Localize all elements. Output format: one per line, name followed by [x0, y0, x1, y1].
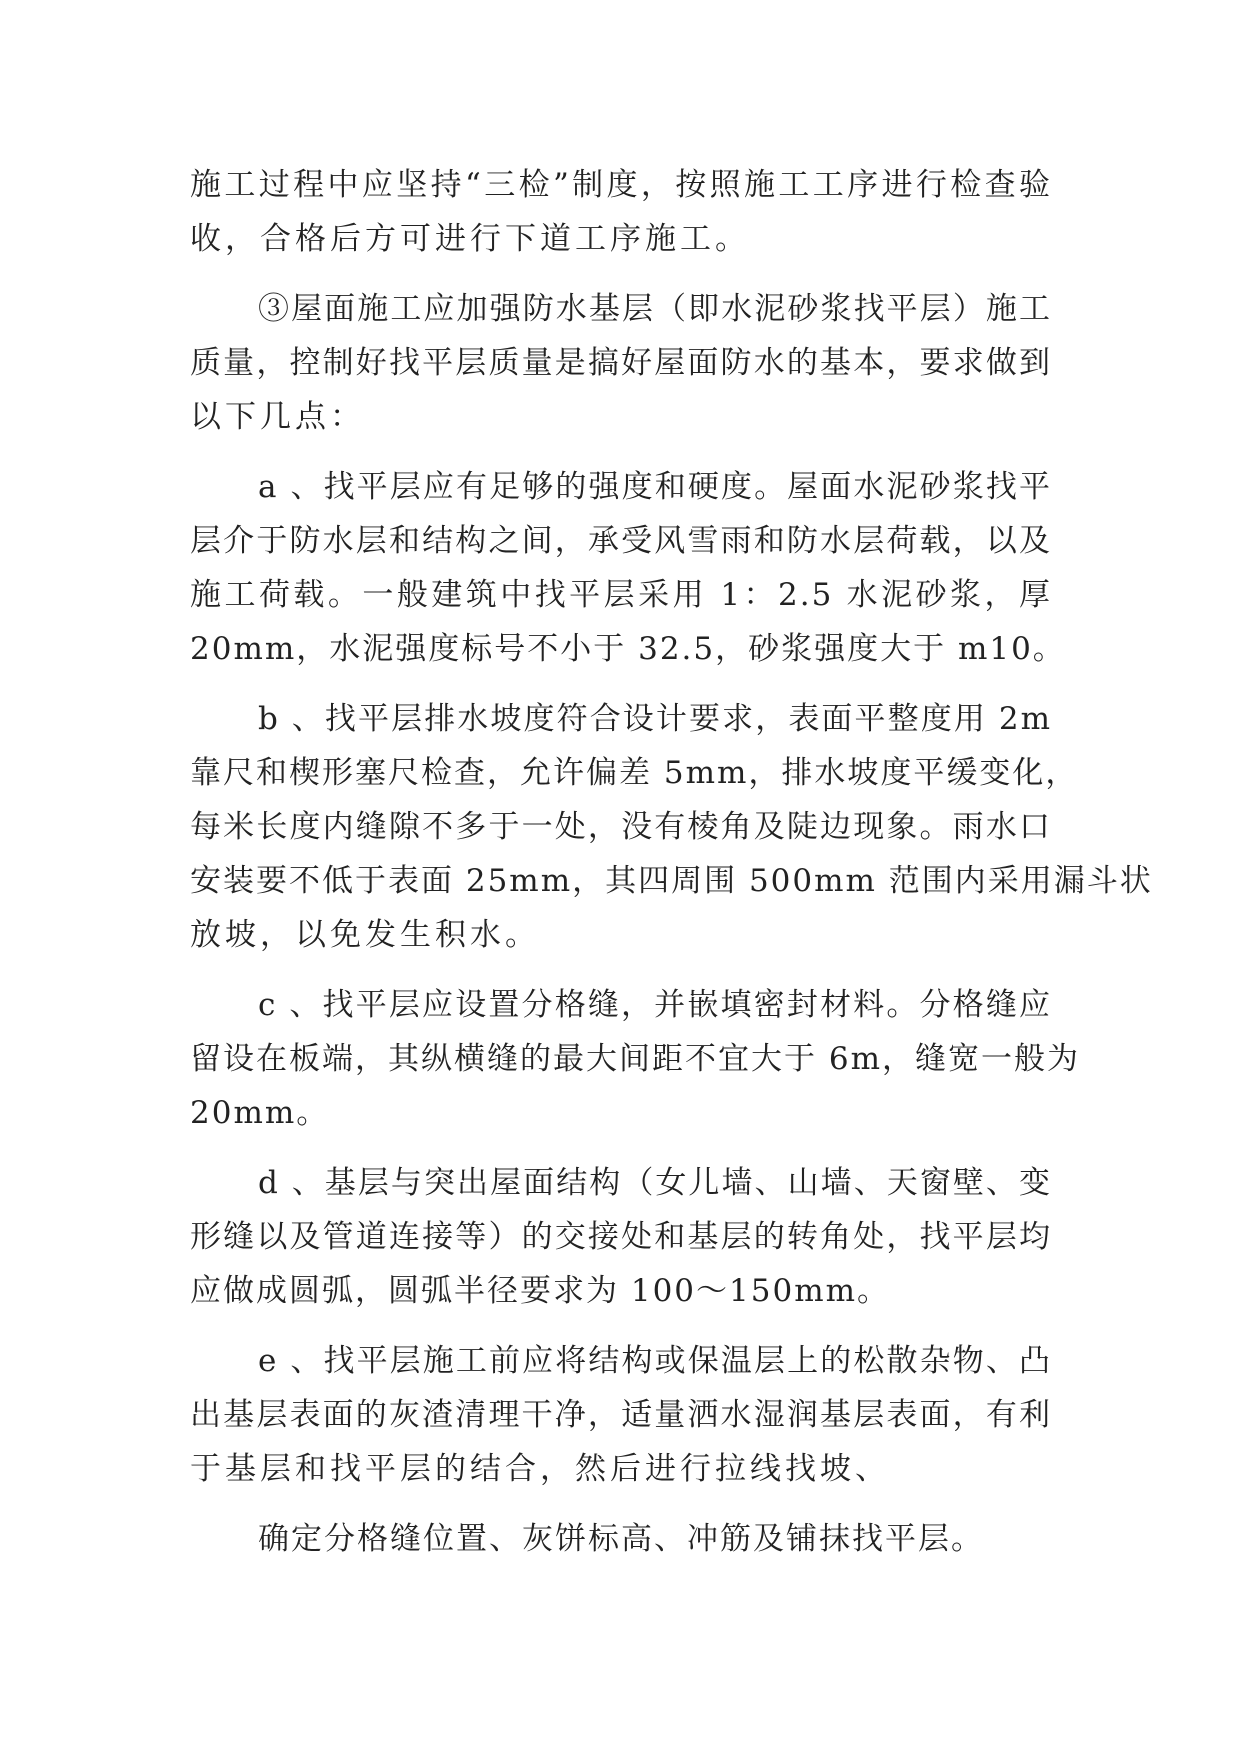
paragraph-item-b — [190, 692, 1153, 962]
text-line: d 、基层与突出屋面结构（女儿墙、山墙、天窗壁、变 — [258, 1165, 1052, 1201]
text-line: 放坡，以免发生积水。 — [190, 917, 540, 953]
text-line: 出基层表面的灰渣清理干净，适量洒水湿润基层表面，有利 — [190, 1397, 1052, 1433]
text-line: 留设在板端，其纵横缝的最大间距不宜大于 6m，缝宽一般为 — [190, 1041, 1080, 1077]
text-line: 应做成圆弧，圆弧半径要求为 100～150mm。 — [190, 1273, 890, 1309]
text-line: 20mm。 — [190, 1095, 330, 1131]
text-line: c 、找平层应设置分格缝，并嵌填密封材料。分格缝应 — [258, 987, 1052, 1023]
text-line: ③屋面施工应加强防水基层（即水泥砂浆找平层）施工 — [258, 291, 1052, 327]
text-line: 安装要不低于表面 25mm，其四周围 500mm 范围内采用漏斗状 — [190, 863, 1153, 899]
text-line: b 、找平层排水坡度符合设计要求，表面平整度用 2m — [258, 701, 1052, 737]
text-line: 层介于防水层和结构之间，承受风雪雨和防水层荷载，以及 — [190, 523, 1052, 559]
text-line: 20mm，水泥强度标号不小于 32.5，砂浆强度大于 m10。 — [190, 631, 1066, 667]
paragraph-three-checks — [190, 158, 1052, 266]
text-line: 施工荷载。一般建筑中找平层采用 1：2.5 水泥砂浆，厚 — [190, 577, 1052, 613]
text-line: e 、找平层施工前应将结构或保温层上的松散杂物、凸 — [258, 1343, 1052, 1379]
document-page — [190, 158, 1153, 1566]
text-line: 于基层和找平层的结合，然后进行拉线找坡、 — [190, 1451, 890, 1487]
paragraph-item-c — [190, 978, 1080, 1140]
text-line: 形缝以及管道连接等）的交接处和基层的转角处，找平层均 — [190, 1219, 1052, 1255]
paragraph-item-d — [190, 1156, 1052, 1318]
text-line: 每米长度内缝隙不多于一处，没有棱角及陡边现象。雨水口 — [190, 809, 1052, 845]
text-line: a 、找平层应有足够的强度和硬度。屋面水泥砂浆找平 — [258, 469, 1052, 505]
text-line: 收，合格后方可进行下道工序施工。 — [190, 221, 750, 257]
text-line: 确定分格缝位置、灰饼标高、冲筋及铺抹找平层。 — [258, 1521, 984, 1557]
text-line: 施工过程中应坚持“三检”制度，按照施工工序进行检查验 — [190, 167, 1052, 203]
paragraph-item-e — [190, 1334, 1052, 1496]
paragraph-continuation — [190, 1512, 1052, 1566]
text-line: 质量，控制好找平层质量是搞好屋面防水的基本，要求做到 — [190, 345, 1052, 381]
text-line: 靠尺和楔形塞尺检查，允许偏差 5mm，排水坡度平缓变化， — [190, 755, 1079, 791]
text-line: 以下几点： — [190, 399, 365, 435]
paragraph-roof-base-quality — [190, 282, 1052, 444]
paragraph-item-a — [190, 460, 1066, 676]
